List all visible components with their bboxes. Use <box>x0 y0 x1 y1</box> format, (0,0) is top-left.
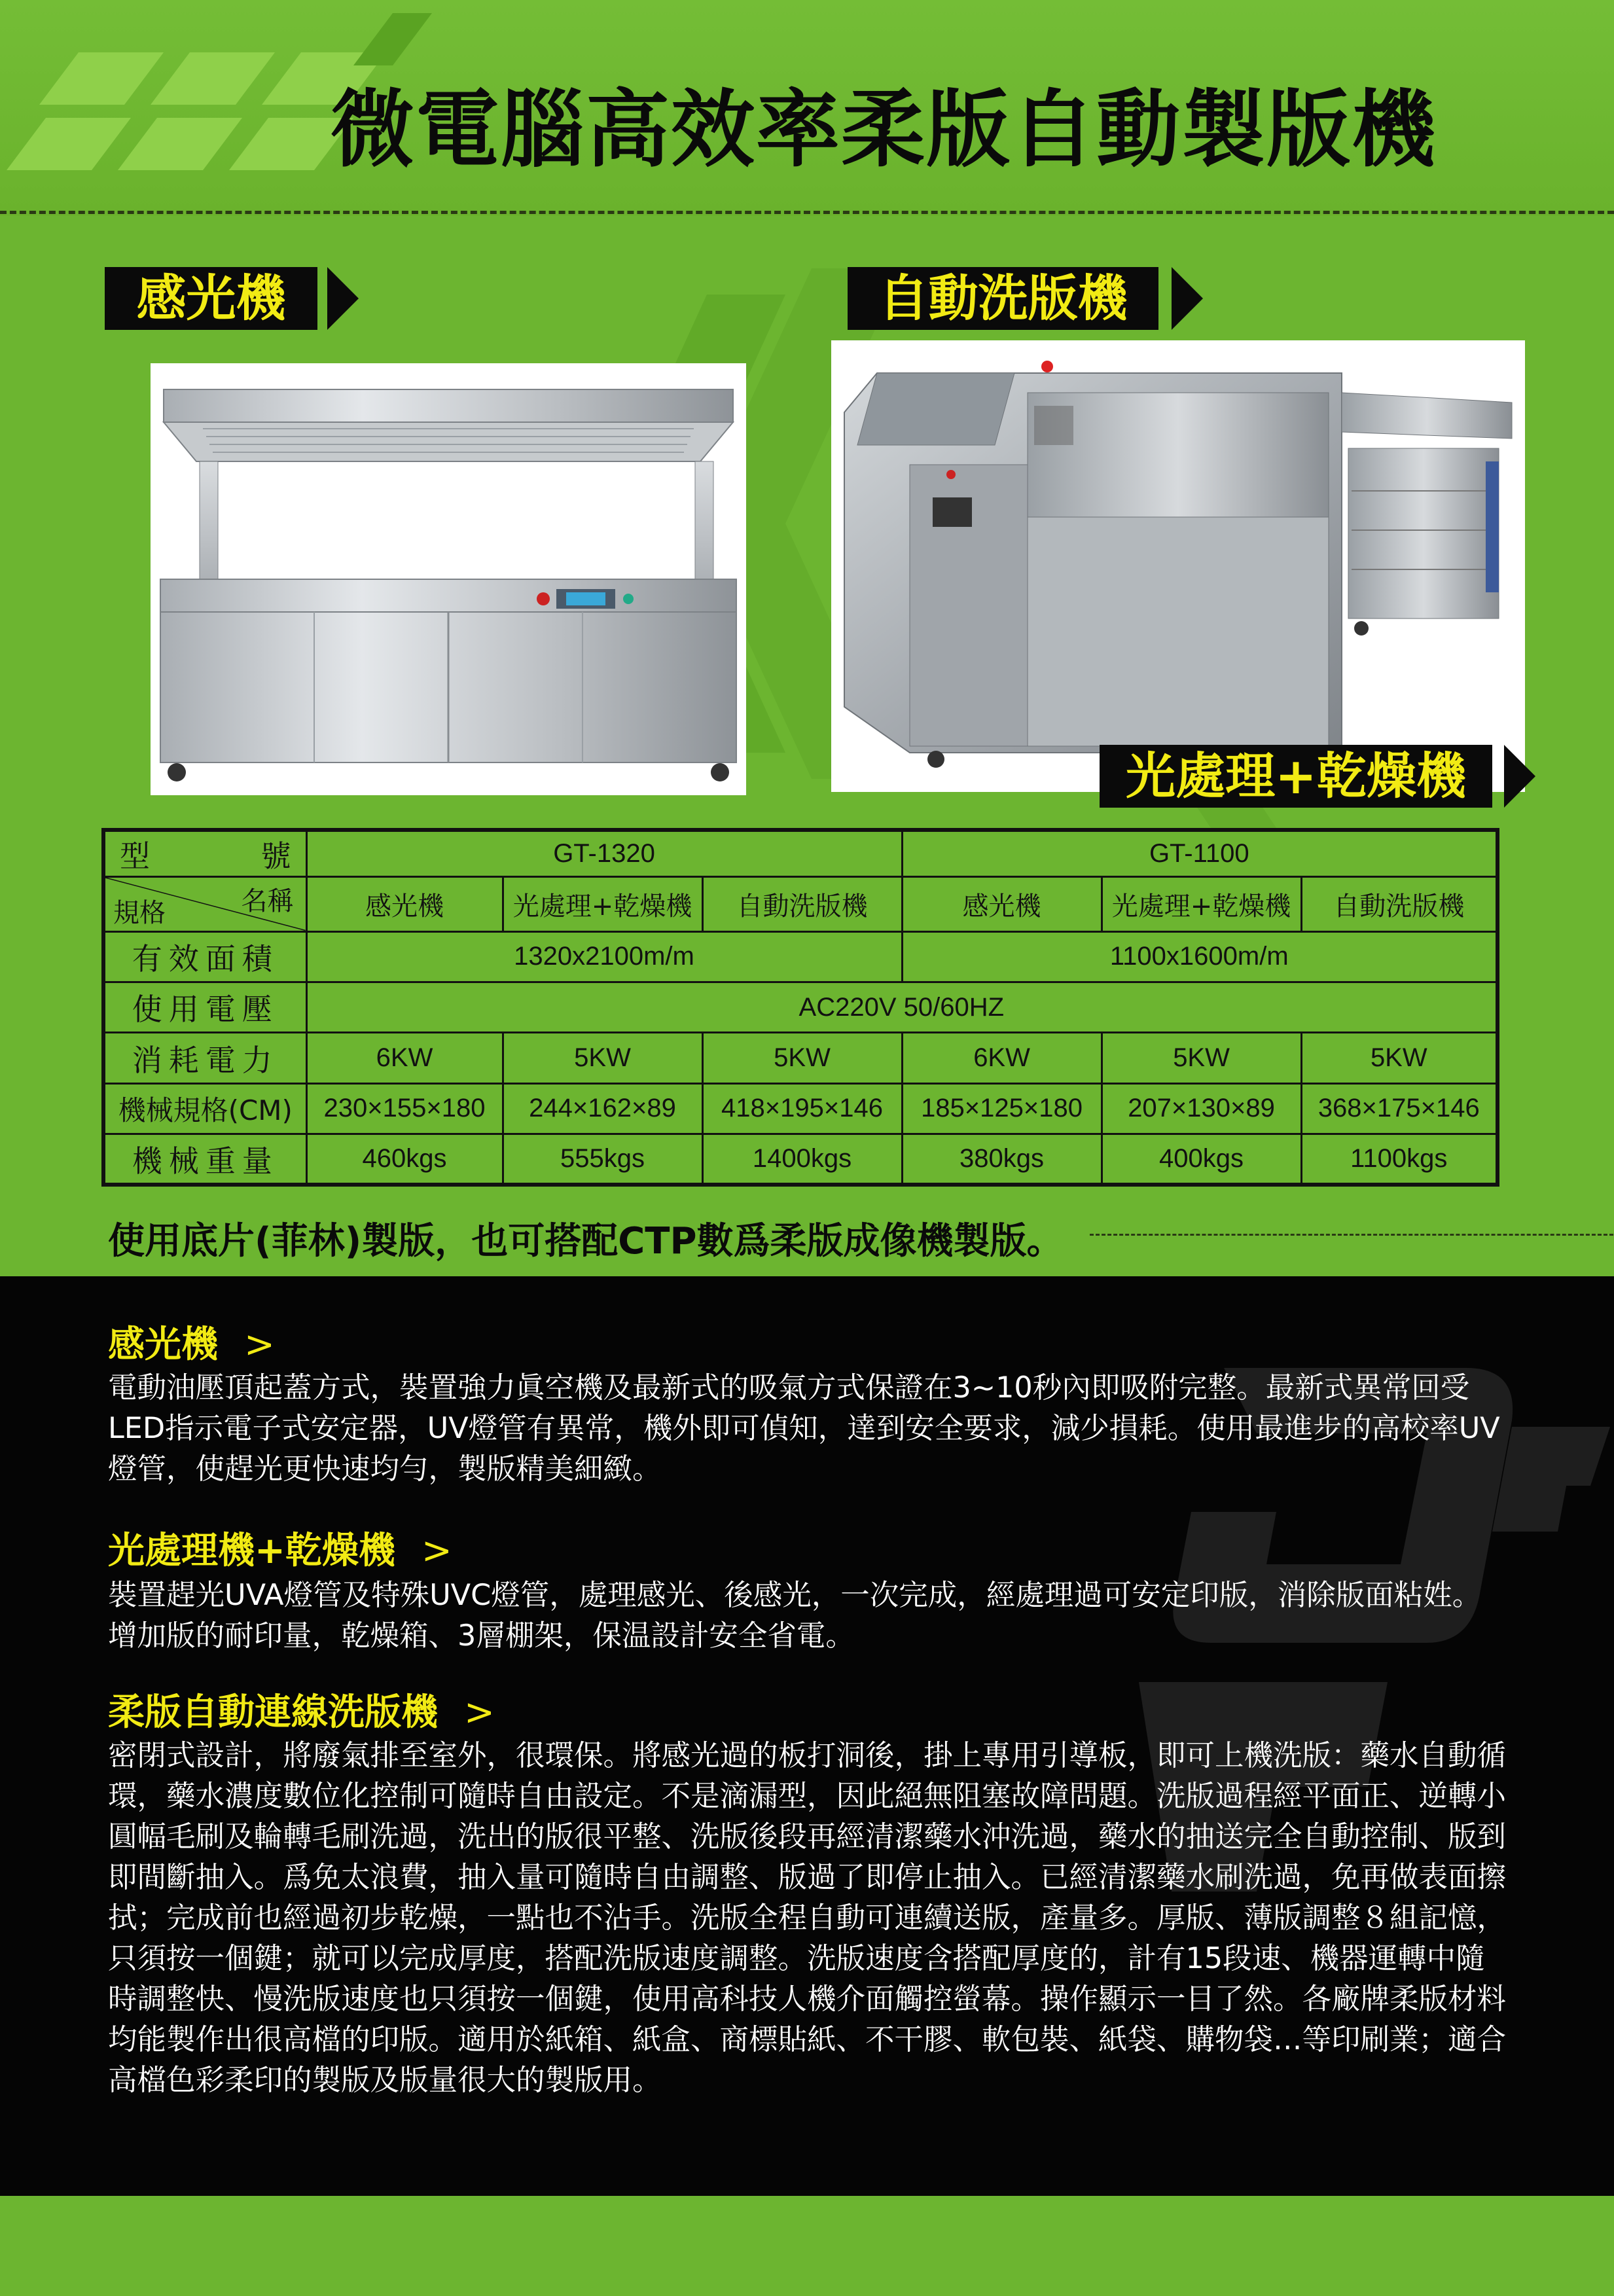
section-heading-text: 光處理機+乾燥機 <box>108 1530 395 1572</box>
area-gt1320: 1320x2100m/m <box>306 931 902 982</box>
section-body-exposure: 電動油壓頂起蓋方式，裝置強力眞空機及最新式的吸氣方式保證在3~10秒內即吸附完整。最新式異常回受LED指示電子式安定器，UV燈管有異常，機外即可偵知，達到安全要求，減少損耗。使用最進步的高校率UV燈管，使趕光更快速均勻，製版精美細緻。 <box>108 1371 1500 1486</box>
dimensions-cell: 185×125×180 <box>902 1083 1102 1134</box>
label-exposure-arrow <box>327 267 359 330</box>
weight-cell: 1400kgs <box>702 1134 902 1185</box>
weight-cell: 400kgs <box>1102 1134 1301 1185</box>
corner-label-spec: 規格 <box>113 897 166 928</box>
power-cell: 5KW <box>1102 1033 1301 1083</box>
power-cell: 6KW <box>902 1033 1102 1083</box>
section-heading-text: 感光機 <box>108 1323 218 1366</box>
table-row-voltage <box>103 982 1497 1033</box>
corner-cell <box>103 877 306 931</box>
section-body-washout: 密閉式設計，將廢氣排至室外，很環保。將感光過的板打洞後，掛上專用引導板，即可上機洗版：藥水自動循環，藥水濃度數位化控制可隨時自由設定。不是滴漏型，因此絕無阻塞故障問題。洗版過程經平面正、逆轉小圓幅毛刷及輪轉毛刷洗過，洗出的版很平整、洗版後段再經清潔藥水沖洗過，藥水的抽送完全自動控制、版到即間斷抽入。爲免太浪費，抽入量可隨時自由調整、版過了即停止抽入。已經清潔藥水刷洗過，免再做表面擦拭；完成前也經過初步乾燥，一點也不沾手。洗版全程自動可連續送版，產量多。厚版、薄版調整８組記憶，只須按一個鍵；就可以完成厚度，搭配洗版速度調整。洗版速度含搭配厚度的，計有15段速、機器運轉中隨時調整快、慢洗版速度也只須按一個鍵，使用高科技人機介面觸控螢幕。操作顯示一目了然。各廠牌柔版材料均能製作出很高檔的印版。適用於紙箱、紙盒、商標貼紙、不干膠、軟包裝、紙袋、購物袋…等印刷業；適合高檔色彩柔印的製版及版量很大的製版用。 <box>108 1739 1507 2097</box>
section-heading-finisher <box>108 1522 452 1574</box>
row-label-area: 有效面積 <box>103 931 306 982</box>
row-label-model-char-1: 型 <box>120 838 150 874</box>
row-label-weight: 機械重量 <box>103 1134 306 1185</box>
dimensions-cell: 368×175×146 <box>1301 1083 1497 1134</box>
dimensions-cell: 207×130×89 <box>1102 1083 1301 1134</box>
table-row-power <box>103 1033 1497 1083</box>
dimensions-cell: 230×155×180 <box>306 1083 503 1134</box>
machine-name-cell: 自動洗版機 <box>702 877 902 931</box>
section-body-finisher: 裝置趕光UVA燈管及特殊UVC燈管，處理感光、後感光，一次完成，經處理過可安定印版，消除版面粘姓。增加版的耐印量，乾燥箱、3層棚架，保温設計安全省電。 <box>108 1579 1482 1653</box>
description-section <box>0 1276 1614 2196</box>
dimensions-cell: 418×195×146 <box>702 1083 902 1134</box>
section-heading-text: 柔版自動連線洗版機 <box>108 1691 438 1734</box>
washout-and-finisher-photo <box>831 340 1525 792</box>
power-cell: 6KW <box>306 1033 503 1083</box>
label-washout-arrow <box>1172 267 1203 330</box>
spec-table <box>101 828 1499 1187</box>
chevron-right-icon: > <box>464 1691 495 1734</box>
label-finisher-arrow <box>1504 745 1535 808</box>
row-label-model-char-2: 號 <box>260 838 291 874</box>
machine-name-cell: 光處理+乾燥機 <box>503 877 702 931</box>
section-heading-washout <box>108 1683 495 1736</box>
label-finisher-machine <box>1100 745 1492 808</box>
label-washout-machine <box>848 267 1158 330</box>
machine-name-cell: 自動洗版機 <box>1301 877 1497 931</box>
table-row-model <box>103 830 1497 877</box>
page-title: 微電腦高效率柔版自動製版機 <box>331 81 1437 179</box>
weight-cell: 380kgs <box>902 1134 1102 1185</box>
area-gt1100: 1100x1600m/m <box>902 931 1497 982</box>
chevron-right-icon: > <box>244 1323 275 1366</box>
model-gt1100: GT-1100 <box>902 830 1497 877</box>
machine-name-cell: 感光機 <box>902 877 1102 931</box>
weight-cell: 1100kgs <box>1301 1134 1497 1185</box>
machine-name-cell: 感光機 <box>306 877 503 931</box>
label-washout-text: 自動洗版機 <box>878 269 1128 327</box>
power-cell: 5KW <box>702 1033 902 1083</box>
machine-name-cell: 光處理+乾燥機 <box>1102 877 1301 931</box>
table-row-dimensions <box>103 1083 1497 1134</box>
exposure-machine-photo <box>151 363 746 795</box>
chevron-right-icon: > <box>421 1530 452 1572</box>
model-gt1320: GT-1320 <box>306 830 902 877</box>
row-label-dimensions: 機械規格(CM) <box>103 1083 306 1134</box>
weight-cell: 460kgs <box>306 1134 503 1185</box>
label-finisher-text: 光處理+乾燥機 <box>1126 747 1466 805</box>
row-label-model <box>103 830 306 877</box>
tagline-dash-line <box>1090 1234 1613 1236</box>
row-label-voltage: 使用電壓 <box>103 982 306 1033</box>
table-row-area <box>103 931 1497 982</box>
row-label-power: 消耗電力 <box>103 1033 306 1083</box>
header-band <box>0 0 1614 216</box>
label-exposure-text: 感光機 <box>136 269 286 327</box>
corner-label-name: 名稱 <box>241 886 294 917</box>
header-divider <box>0 211 1614 214</box>
power-cell: 5KW <box>1301 1033 1497 1083</box>
voltage-value: AC220V 50/60HZ <box>306 982 1497 1033</box>
table-row-weight <box>103 1134 1497 1185</box>
tagline: 使用底片(菲林)製版，也可搭配CTP數爲柔版成像機製版。 <box>108 1220 1064 1263</box>
label-exposure-machine <box>105 267 317 330</box>
power-cell: 5KW <box>503 1033 702 1083</box>
table-row-machine-names <box>103 877 1497 931</box>
section-heading-exposure <box>108 1316 275 1368</box>
weight-cell: 555kgs <box>503 1134 702 1185</box>
footer-band <box>0 2196 1614 2296</box>
dimensions-cell: 244×162×89 <box>503 1083 702 1134</box>
